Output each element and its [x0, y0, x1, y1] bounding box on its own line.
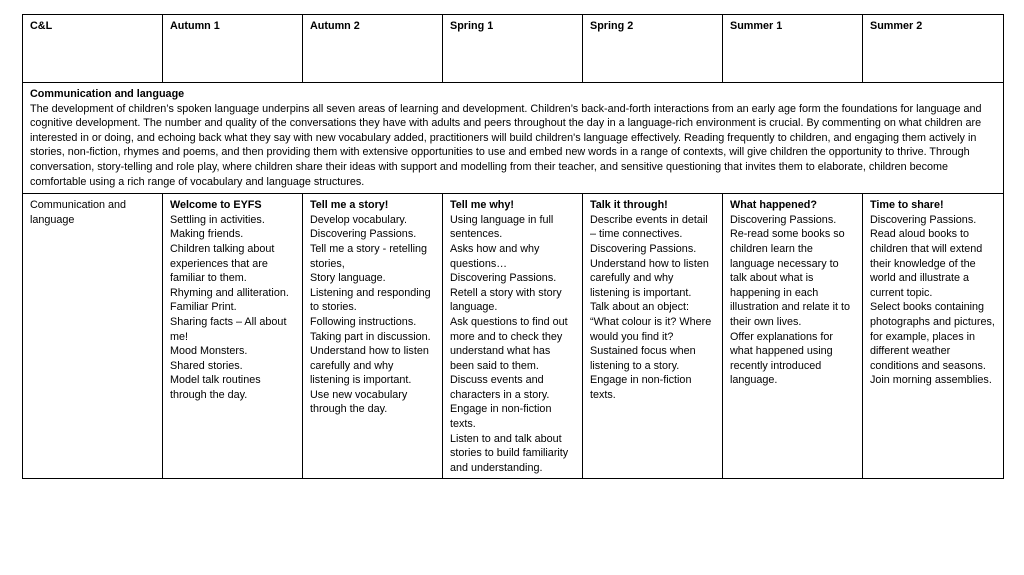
content-row: [23, 194, 1004, 479]
term-activities: Develop vocabulary. Discovering Passions. Tell me a story - retelling stories, Story language. Listening and responding to stories. Following instructions. Taking part in discussion. Understand how to listen carefully and why listening is important. Use new vocabulary through the day.: [310, 213, 431, 416]
term-cell: [443, 194, 583, 479]
intro-body: The development of children’s spoken language underpins all seven areas of learning and development. Children’s back-and-forth interactions from an early age form the foundations for language and cognitive development. The number and quality of the conversations they have with adults and peers throughout the day in a language-rich environment is crucial. By commenting on what children are interested in or doing, and echoing back what they say with new vocabulary added, practitioners will build children's language effectively. Reading frequently to children, and engaging them actively in stories, non-fiction, rhymes and poems, and then providing them with extensive opportunities to use and embed new words in a range of contexts, will give children the opportunity to thrive. Through conversation, story-telling and role play, where children share their ideas with support and modelling from their teacher, and sensitive questioning that invites them to elaborate, children become comfortable using a rich range of vocabulary and language structures.: [30, 102, 982, 188]
intro-title: Communication and language: [30, 88, 185, 100]
term-title: Time to share!: [870, 199, 944, 212]
header-cell: Summer 2: [863, 15, 1004, 83]
term-cell: [163, 194, 303, 479]
term-cell: [303, 194, 443, 479]
term-title: Welcome to EYFS: [170, 199, 262, 212]
header-cell: Autumn 1: [163, 15, 303, 83]
term-title: Tell me why!: [450, 199, 514, 212]
header-cell: C&L: [23, 15, 163, 83]
header-cell: Spring 1: [443, 15, 583, 83]
term-cell: [583, 194, 723, 479]
curriculum-table: [22, 14, 1004, 479]
header-cell: Summer 1: [723, 15, 863, 83]
term-title: What happened?: [730, 199, 817, 212]
term-cell: [723, 194, 863, 479]
term-activities: Settling in activities. Making friends. Children talking about experiences that are familiar to them. Rhyming and alliteration. Familiar Print. Sharing facts – All about me! Mood Monsters. Shared stories. Model talk routines through the day.: [170, 213, 289, 401]
intro-cell: [23, 83, 1004, 194]
header-cell: Autumn 2: [303, 15, 443, 83]
term-title: Tell me a story!: [310, 199, 389, 212]
header-row: [23, 15, 1004, 83]
term-activities: Discovering Passions. Read aloud books to children that will extend their knowledge of the world and illustrate a current topic. Select books containing photographs and pictures, for example, places in different weather conditions and seasons. Join morning assemblies.: [870, 213, 995, 387]
term-activities: Using language in full sentences. Asks how and why questions… Discovering Passions. Retell a story with story language. Ask questions to find out more and to check they understand what has been said to them. Discuss events and characters in a story. Engage in non-fiction texts. Listen to and talk about stories to build familiarity and understanding.: [450, 213, 569, 474]
term-activities: Discovering Passions. Re-read some books so children learn the language necessary to talk about what is happening in each illustration and relate it to their own lives. Offer explanations for what happened using recently introduced language.: [730, 213, 851, 387]
intro-row: [23, 83, 1004, 194]
header-cell: Spring 2: [583, 15, 723, 83]
row-label: Communication and language: [23, 194, 163, 479]
term-cell: [863, 194, 1004, 479]
term-activities: Describe events in detail – time connectives. Discovering Passions. Understand how to listen carefully and why listening is important. Talk about an object: “What colour is it? Where would you find it? Sustained focus when listening to a story. Engage in non-fiction texts.: [590, 213, 712, 401]
term-title: Talk it through!: [590, 199, 668, 212]
